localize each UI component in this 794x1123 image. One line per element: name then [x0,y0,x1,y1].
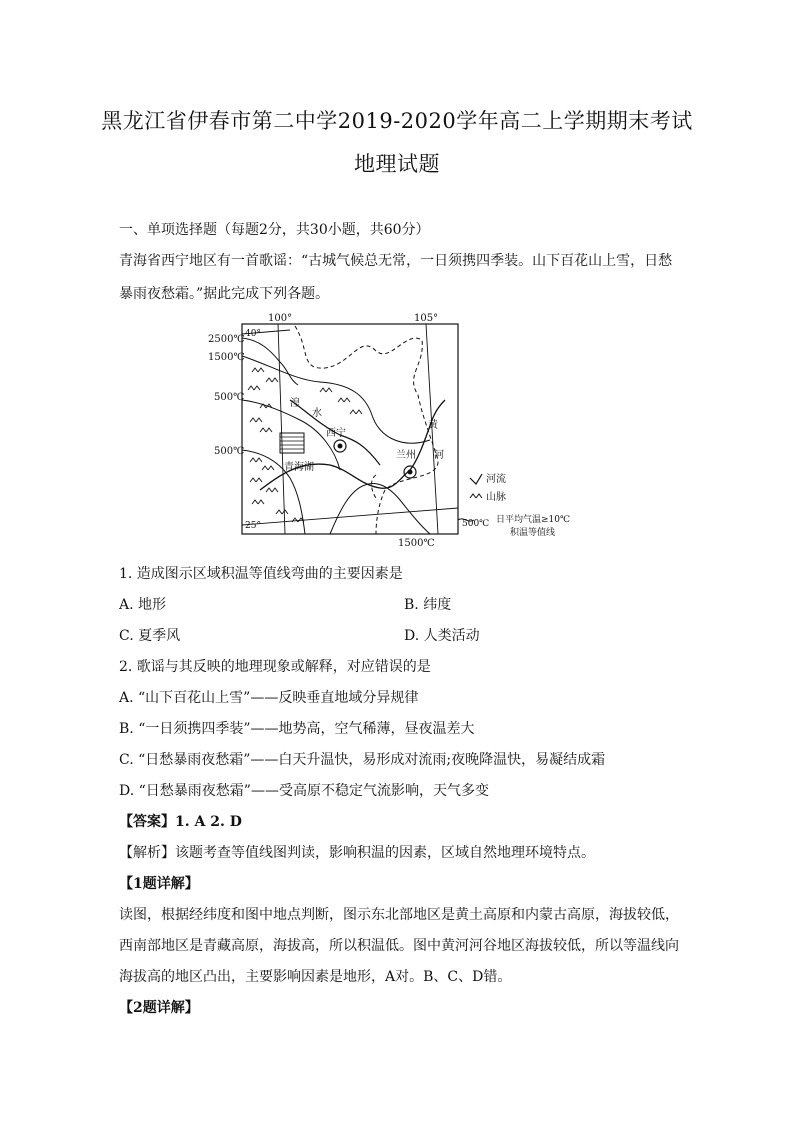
qinghai-lake [280,433,304,453]
isotherm-1500-bottom [330,483,430,534]
legend-iso-desc1: 日平均气温≥10℃ [496,515,571,525]
legend-river-label: 河流 [486,474,506,485]
legend-iso-desc2: 积温等值线 [510,528,556,538]
detail1-line3: 海拔高的地区凸出，主要影响因素是地形，A对。B、C、D错。 [119,969,512,985]
lon-label-105: 105° [414,313,439,324]
lat-label-25: 25° [245,521,261,531]
intro-text-line1: 青海省西宁地区有一首歌谣：“古城气候总无常，一日须携四季装。山下百花山上雪，日愁 [119,253,673,269]
legend-mountain-icon [470,494,482,498]
section-heading: 一、单项选择题（每题2分，共30小题，共60分） [119,222,430,238]
lon-label-100: 100° [268,313,293,324]
label-huang: 湟 [290,398,300,409]
isotherm-map-figure [200,310,590,548]
iso-label-500-a: 500℃ [214,392,245,403]
iso-label-2500: 2500℃ [208,334,245,345]
q1-option-d: D. 人类活动 [404,628,480,644]
q2-option-b: B. “一日须携四季装”——地势高，空气稀薄，昼夜温差大 [119,721,475,737]
iso-label-1500-bottom: 1500℃ [398,538,435,548]
detail1-line2: 西南部地区是青藏高原，海拔高，所以积温低。图中黄河河谷地区海拔较低，所以等温线向 [119,938,679,954]
document-title-line2: 地理试题 [354,152,440,176]
detail1-heading: 【1题详解】 [119,876,199,892]
label-shui: 水 [312,408,322,419]
q1-option-c: C. 夏季风 [119,628,181,644]
label-huang2: 黄 [428,420,438,431]
meridian-100 [278,324,285,534]
parallel-25 [242,508,458,525]
isotherm-2500 [242,338,298,385]
label-qinghaihu: 青海湖 [284,462,314,473]
mountain-symbols [248,368,362,522]
q2-stem: 2. 歌谣与其反映的地理现象或解释，对应错误的是 [119,659,431,675]
answer-line: 【答案】1. A 2. D [119,814,242,830]
iso-label-1500-top: 1500℃ [208,352,245,363]
iso-label-500-b: 500℃ [214,446,245,457]
analysis-line: 【解析】该题考查等值线图判读，影响积温的因素，区域自然地理环境特点。 [119,845,595,861]
q2-option-c: C. “日愁暴雨夜愁霜”——白天升温快，易形成对流雨;夜晚降温快，易凝结成霜 [119,752,606,768]
q2-option-a: A. “山下百花山上雪”——反映垂直地域分异规律 [119,690,419,706]
intro-text-line2: 暴雨夜愁霜。”据此完成下列各题。 [119,286,330,302]
q2-option-d: D. “日愁暴雨夜愁霜”——受高原不稳定气流影响，天气多变 [119,783,489,799]
legend-river-icon [470,474,482,484]
document-title-line1: 黑龙江省伊春市第二中学2019-2020学年高二上学期期末考试 [101,109,693,133]
lat-label-40: 40° [245,329,261,339]
detail2-heading: 【2题详解】 [119,1000,199,1016]
label-lanzhou: 兰州 [396,450,416,461]
detail1-line1: 读图，根据经纬度和图中地点判断，图示东北部地区是黄土高原和内蒙古高原，海拔较低， [119,907,679,923]
legend-mountain-label: 山脉 [486,492,506,503]
label-he: 河 [434,450,444,461]
q1-option-b: B. 纬度 [404,597,452,613]
q1-option-a: A. 地形 [119,597,167,613]
legend-iso-value: 500℃ [462,519,490,529]
q1-stem: 1. 造成图示区域积温等值线弯曲的主要因素是 [119,566,403,582]
province-border [295,326,438,534]
label-xining: 西宁 [326,428,346,439]
